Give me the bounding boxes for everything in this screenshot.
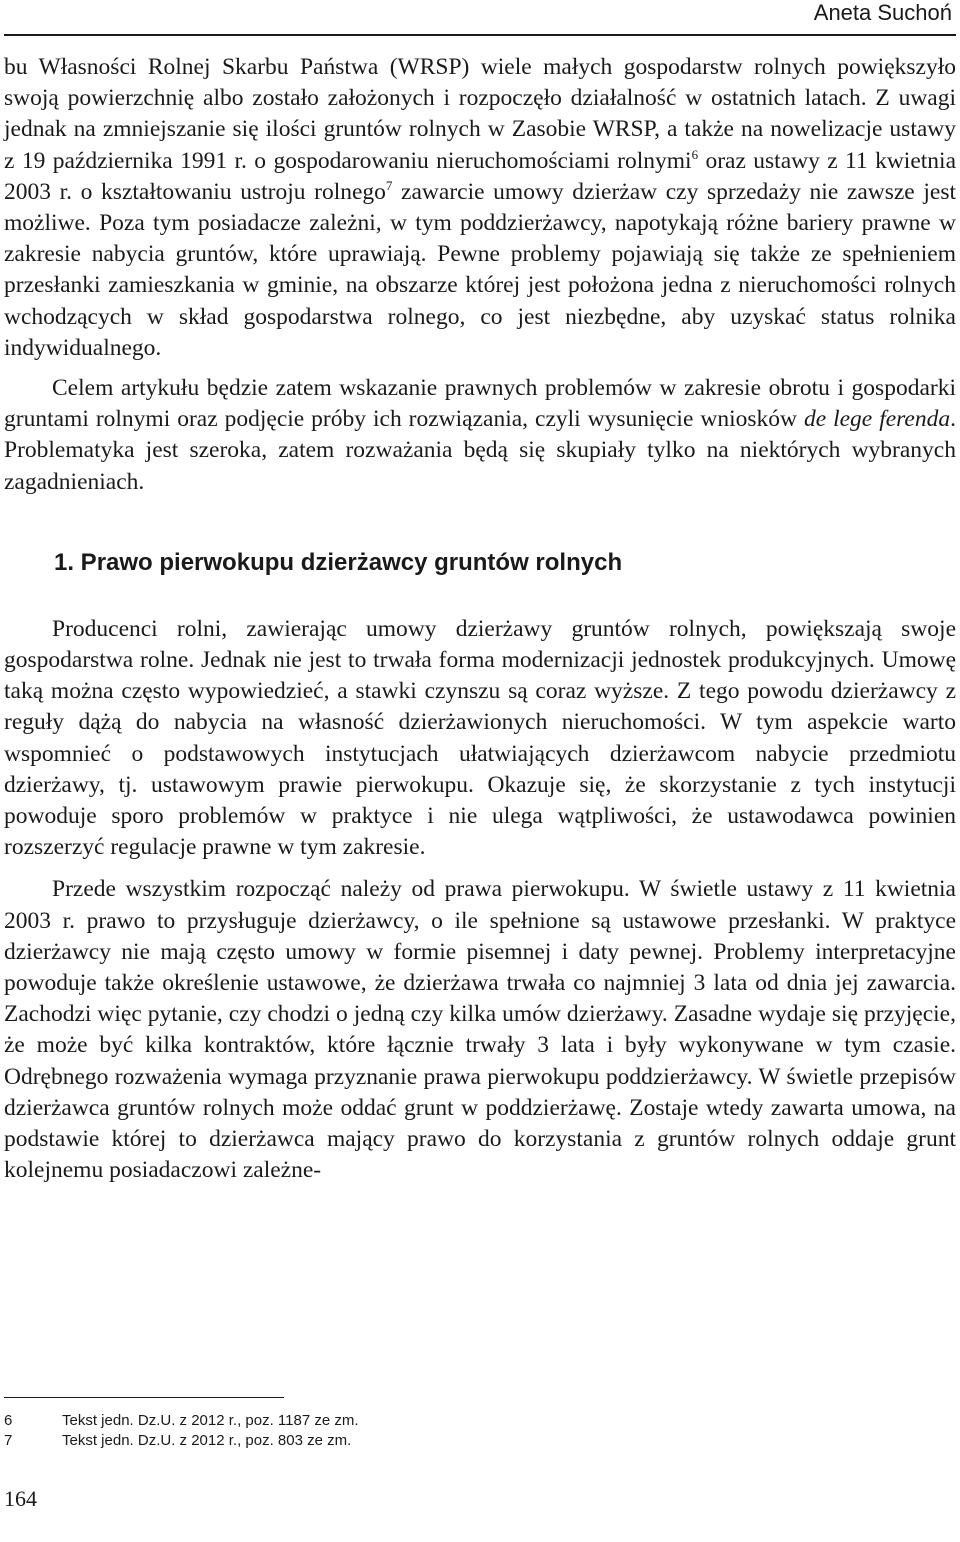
footnote-text: Tekst jedn. Dz.U. z 2012 r., poz. 803 ze zm. — [62, 1432, 352, 1449]
paragraph-1-part-b: oraz ustawy z 11 kwietnia 2003 r. o kształtowaniu ustroju rolnego — [4, 147, 956, 205]
header-rule — [4, 34, 956, 36]
footnote-rule — [4, 1397, 284, 1398]
footnote-number: 7 — [4, 1432, 13, 1449]
latin-phrase: de lege ferenda — [803, 406, 951, 433]
footnote-ref-6: 6 — [691, 146, 699, 162]
paragraph-2-part-a: Celem artykułu będzie zatem wskazanie prawnych problemów w zakresie obrotu i gospodarki gruntami rolnymi oraz podjęcie próby ich rozwiązania, czyli wysunięcie wniosków — [4, 375, 956, 433]
footnote-7 — [4, 1431, 359, 1451]
footnotes — [4, 1411, 359, 1451]
paragraph-4: Przede wszystkim rozpocząć należy od prawa pierwokupu. W świetle ustawy z 11 kwietnia 2003 r. prawo to przysługuje dzierżawcy, o ile spełnione są ustawowe przesłanki. W praktyce dzierżawcy nie mają często umowy w formie pisemnej i daty pewnej. Problemy interpretacyjne powoduje także określenie ustawowe, że dzierżawa trwała co najmniej 3 lata od dnia jej zawarcia. Zachodzi więc pytanie, czy chodzi o jedną czy kilka umów dzierżawy. Zasadne wydaje się przyjęcie, że może być kilka kontraktów, które łącznie trwały 3 lata i były wykonywane w tym czasie. Odrębnego rozważenia wymaga przyznanie prawa pierwokupu poddzierżawcy. W świetle przepisów dzierżawca gruntów rolnych może oddać grunt w poddzierżawę. Zostaje wtedy zawarta umowa, na podstawie której to dzierżawca mający prawo do korzystania z gruntów rolnych oddaje grunt kolejnemu posiadaczowi zależne- — [4, 876, 956, 1184]
paragraph-1-part-a: bu Własności Rolnej Skarbu Państwa (WRSP) wiele małych gospodarstw rolnych powiększyło swoją powierzchnię albo zostało założonych i rozpoczęło działalność w ostatnich latach. Z uwagi jednak na zmniejszanie się ilości gruntów rolnych w Zasobie WRSP, a także na nowelizacje ustawy z 19 października 1991 r. o gospodarowaniu nieruchomościami rolnymi — [4, 54, 956, 174]
footnote-6 — [4, 1411, 359, 1431]
footnote-text: Tekst jedn. Dz.U. z 2012 r., poz. 1187 ze zm. — [62, 1412, 359, 1429]
paragraph-1-part-c: zawarcie umowy dzierżaw czy sprzedaży nie zawsze jest możliwe. Poza tym posiadacze zależni, w tym poddzierżawcy, napotykają różne bariery prawne w zakresie nabycia gruntów, które uprawiają. Pewne problemy pojawiają się także ze spełnieniem przesłanki zamieszkania w gminie, na obszarze której jest położona jedna z nieruchomości rolnych wchodzących w skład gospodarstwa rolnego, co jest niezbędne, aby uzyskać status rolnika indywidualnego. — [4, 178, 956, 361]
paragraph-1 — [4, 52, 956, 364]
paragraph-2 — [4, 373, 956, 498]
running-header-author: Aneta Suchoń — [813, 0, 952, 25]
footnote-ref-7: 7 — [385, 177, 393, 193]
section-heading: 1. Prawo pierwokupu dzierżawcy gruntów rolnych — [54, 548, 623, 576]
main-text — [4, 52, 956, 1187]
paragraph-3: Producenci rolni, zawierając umowy dzierżawy gruntów rolnych, powiększają swoje gospodarstwa rolne. Jednak nie jest to trwała forma modernizacji jednostek produkcyjnych. Umowę taką można często wypowiedzieć, a stawki czynszu są coraz wyższe. Z tego powodu dzierżawcy z reguły dążą do nabycia na własność dzierżawionych nieruchomości. W tym aspekcie warto wspomnieć o podstawowych instytucjach ułatwiających dzierżawcom nabycie przedmiotu dzierżawy, tj. ustawowym prawie pierwokupu. Okazuje się, że skorzystanie z tych instytucji powoduje sporo problemów w praktyce i nie ulega wątpliwości, że ustawodawca powinien rozszerzyć regulacje prawne w tym zakresie. — [4, 615, 956, 861]
footnote-number: 6 — [4, 1412, 13, 1429]
paragraph-2-part-b: . Problematyka jest szeroka, zatem rozważania będą się skupiały tylko na niektórych wybranych zagadnieniach. — [4, 406, 956, 495]
page-number: 164 — [4, 1486, 37, 1511]
